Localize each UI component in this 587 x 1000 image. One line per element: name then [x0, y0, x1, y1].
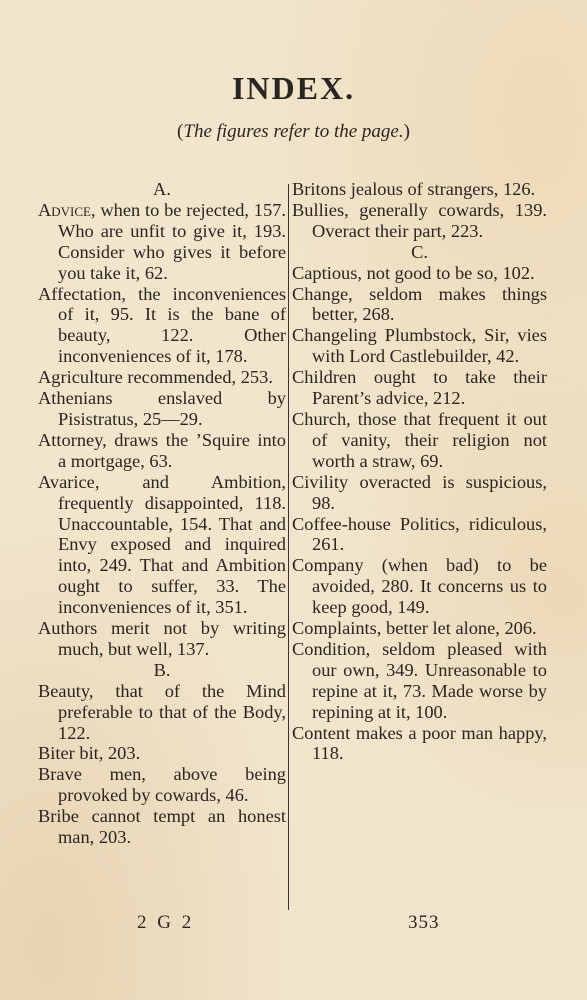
section-heading-a: A.: [153, 179, 171, 199]
index-entry-affectation: Affectation, the inconveniences of it, 95. It is the bane of beauty, 122. Other inconveniences of it, 178.: [38, 283, 286, 367]
index-entry-complaints: Complaints, better let alone, 206.: [292, 618, 537, 639]
index-column-right: [292, 179, 547, 764]
entry-term-advice: Advice: [38, 199, 91, 220]
index-entry-captious: Captious, not good to be so, 102.: [292, 262, 535, 283]
index-entry-church: Church, those that frequent it out of vanity, their religion not worth a straw, 69.: [292, 408, 547, 471]
index-entry-civility: Civility overacted is suspicious, 98.: [292, 471, 547, 513]
index-entry-change: Change, seldom makes things better, 268.: [292, 283, 547, 325]
page-title: INDEX.: [231, 70, 356, 106]
index-entry-beauty: Beauty, that of the Mind preferable to that of the Body, 122.: [38, 680, 286, 743]
signature-mark: 2 G 2: [137, 912, 195, 933]
page-number: 353: [408, 912, 440, 933]
index-entry-authors: Authors merit not by writing much, but well, 137.: [38, 618, 286, 659]
subtitle-open-paren: (: [177, 121, 184, 142]
column-divider: [288, 184, 289, 910]
index-entry-coffee-house: Coffee-house Politics, ridiculous, 261.: [292, 513, 547, 555]
page-subtitle: [0, 121, 587, 143]
subtitle-close-paren: ): [403, 121, 410, 142]
section-heading-c: C.: [411, 241, 428, 262]
index-entry-bullies: Bullies, generally cowards, 139. Overact their part, 223.: [292, 199, 547, 241]
index-column-left: [38, 179, 286, 848]
section-heading-b: B.: [153, 659, 171, 680]
index-entry-bribe: Bribe cannot tempt an honest man, 203.: [38, 806, 286, 848]
subtitle-text: The figures refer to the page.: [183, 121, 404, 142]
index-entry-content: Content makes a poor man happy, 118.: [292, 722, 547, 764]
index-entry-attorney: Attorney, draws the ’Squire into a mortgage, 63.: [38, 429, 286, 471]
index-entry-biter: Biter bit, 203.: [38, 743, 141, 764]
index-entry-company: Company (when bad) to be avoided, 280. It concerns us to keep good, 149.: [292, 555, 547, 618]
index-entry-avarice: Avarice, and Ambition, frequently disappointed, 118. Unaccountable, 154. That and Envy exposed and inquired into, 249. That and Ambition ought to suffer, 33. The inconveniences of it, 351.: [38, 471, 286, 618]
index-entry-changeling: Changeling Plumbstock, Sir, vies with Lord Castlebuilder, 42.: [292, 325, 547, 367]
index-entry-advice: [38, 200, 286, 284]
index-entry-condition: Condition, seldom pleased with our own, 349. Unreasonable to repine at it, 73. Made worse by repining at it, 100.: [292, 638, 547, 722]
index-entry-children: Children ought to take their Parent’s advice, 212.: [292, 367, 547, 409]
index-entry-brave: Brave men, above being provoked by cowards, 46.: [38, 764, 286, 806]
index-entry-athenians: Athenians enslaved by Pisistratus, 25—29.: [38, 388, 286, 429]
index-entry-britons: Britons jealous of strangers, 126.: [292, 179, 536, 199]
index-entry-agriculture: Agriculture recommended, 253.: [38, 367, 273, 388]
entry-text-advice: , when to be rejected, 157. Who are unfit to give it, 193. Consider who gives it before you take it, 62.: [58, 199, 286, 283]
